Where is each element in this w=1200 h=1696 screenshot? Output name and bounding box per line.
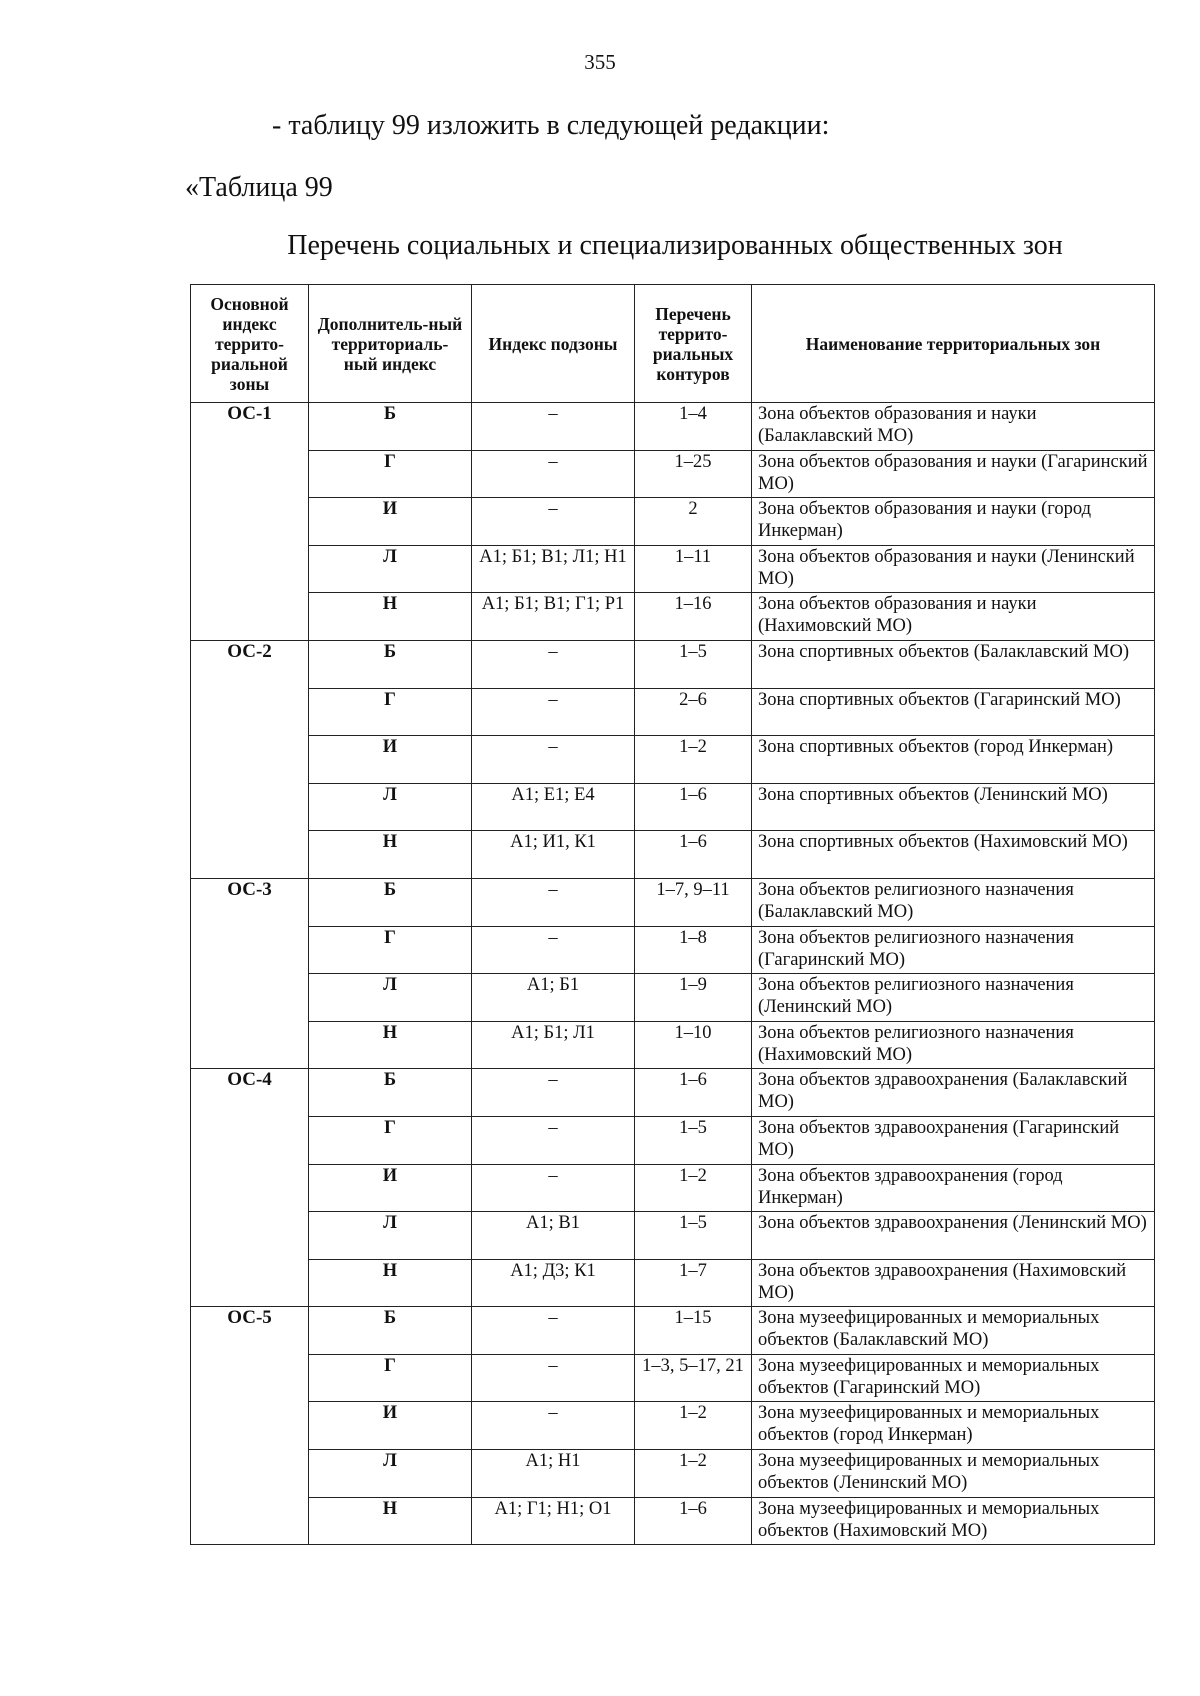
additional-index-cell: Н	[309, 1259, 472, 1307]
page-number: 355	[584, 50, 616, 74]
zone-name-cell: Зона объектов образования и науки (Балаклавский МО)	[752, 403, 1155, 451]
additional-index-cell: Н	[309, 831, 472, 879]
subzone-index-cell: –	[472, 450, 635, 498]
header-subzone-index: Индекс подзоны	[472, 285, 635, 403]
contours-list-cell: 1–6	[635, 1497, 752, 1545]
subzone-index-cell: –	[472, 688, 635, 736]
subzone-index-cell: –	[472, 1116, 635, 1164]
additional-index-cell: Л	[309, 974, 472, 1022]
zone-name-cell: Зона объектов образования и науки (Ленинский МО)	[752, 545, 1155, 593]
table-row	[191, 1212, 1155, 1260]
zones-table	[190, 284, 1155, 1545]
subzone-index-cell: –	[472, 926, 635, 974]
zone-name-cell: Зона объектов религиозного назначения (Гагаринский МО)	[752, 926, 1155, 974]
subzone-index-cell: А1; Б1	[472, 974, 635, 1022]
table-row	[191, 1450, 1155, 1498]
subzone-index-cell: А1; Г1; Н1; О1	[472, 1497, 635, 1545]
additional-index-cell: И	[309, 1164, 472, 1212]
table-row	[191, 545, 1155, 593]
main-zone-index: ОС-4	[191, 1069, 309, 1307]
main-zone-index: ОС-1	[191, 403, 309, 641]
header-main-index: Основной индекс террито-риальной зоны	[191, 285, 309, 403]
additional-index-cell: Н	[309, 1021, 472, 1069]
zone-name-cell: Зона объектов религиозного назначения (Ленинский МО)	[752, 974, 1155, 1022]
additional-index-cell: Г	[309, 450, 472, 498]
subzone-index-cell: А1; Б1; В1; Г1; Р1	[472, 593, 635, 641]
table-row	[191, 1307, 1155, 1355]
table-row	[191, 498, 1155, 546]
table-row	[191, 1354, 1155, 1402]
contours-list-cell: 1–11	[635, 545, 752, 593]
additional-index-cell: И	[309, 1402, 472, 1450]
subzone-index-cell: –	[472, 640, 635, 688]
zone-name-cell: Зона музеефицированных и мемориальных объектов (Балаклавский МО)	[752, 1307, 1155, 1355]
zone-name-cell: Зона объектов образования и науки (город Инкерман)	[752, 498, 1155, 546]
subzone-index-cell: А1; Е1; Е4	[472, 783, 635, 831]
table-row	[191, 1259, 1155, 1307]
table-caption: Перечень социальных и специализированных общественных зон	[287, 230, 1063, 261]
contours-list-cell: 1–16	[635, 593, 752, 641]
table-row	[191, 403, 1155, 451]
subzone-index-cell: –	[472, 1402, 635, 1450]
header-contours-list: Перечень террито-риальных контуров	[635, 285, 752, 403]
contours-list-cell: 1–8	[635, 926, 752, 974]
contours-list-cell: 1–5	[635, 1116, 752, 1164]
contours-list-cell: 1–25	[635, 450, 752, 498]
subzone-index-cell: –	[472, 1069, 635, 1117]
zone-name-cell: Зона спортивных объектов (Гагаринский МО)	[752, 688, 1155, 736]
contours-list-cell: 1–3, 5–17, 21	[635, 1354, 752, 1402]
main-zone-index: ОС-2	[191, 640, 309, 878]
additional-index-cell: Б	[309, 403, 472, 451]
contours-list-cell: 1–2	[635, 736, 752, 784]
additional-index-cell: Б	[309, 1307, 472, 1355]
contours-list-cell: 1–6	[635, 1069, 752, 1117]
zone-name-cell: Зона музеефицированных и мемориальных объектов (Гагаринский МО)	[752, 1354, 1155, 1402]
additional-index-cell: Г	[309, 688, 472, 736]
zone-name-cell: Зона объектов здравоохранения (Ленинский МО)	[752, 1212, 1155, 1260]
contours-list-cell: 2–6	[635, 688, 752, 736]
table-row	[191, 974, 1155, 1022]
contours-list-cell: 1–5	[635, 1212, 752, 1260]
additional-index-cell: Л	[309, 1212, 472, 1260]
subzone-index-cell: А1; Б1; В1; Л1; Н1	[472, 545, 635, 593]
additional-index-cell: Б	[309, 878, 472, 926]
zone-name-cell: Зона спортивных объектов (Ленинский МО)	[752, 783, 1155, 831]
contours-list-cell: 1–15	[635, 1307, 752, 1355]
table-row	[191, 1021, 1155, 1069]
additional-index-cell: Н	[309, 593, 472, 641]
table-row	[191, 1116, 1155, 1164]
additional-index-cell: И	[309, 736, 472, 784]
table-row	[191, 736, 1155, 784]
table-row	[191, 783, 1155, 831]
contours-list-cell: 1–2	[635, 1450, 752, 1498]
table-row	[191, 1497, 1155, 1545]
zone-name-cell: Зона объектов здравоохранения (Гагаринский МО)	[752, 1116, 1155, 1164]
zone-name-cell: Зона спортивных объектов (Нахимовский МО)	[752, 831, 1155, 879]
contours-list-cell: 1–7	[635, 1259, 752, 1307]
table-row	[191, 1164, 1155, 1212]
main-zone-index: ОС-5	[191, 1307, 309, 1545]
zone-name-cell: Зона музеефицированных и мемориальных объектов (Нахимовский МО)	[752, 1497, 1155, 1545]
subzone-index-cell: А1; В1	[472, 1212, 635, 1260]
zone-name-cell: Зона объектов здравоохранения (город Инкерман)	[752, 1164, 1155, 1212]
amendment-instruction: - таблицу 99 изложить в следующей редакции:	[272, 110, 830, 141]
zone-name-cell: Зона объектов образования и науки (Гагаринский МО)	[752, 450, 1155, 498]
table-row	[191, 926, 1155, 974]
additional-index-cell: Б	[309, 1069, 472, 1117]
additional-index-cell: И	[309, 498, 472, 546]
contours-list-cell: 1–9	[635, 974, 752, 1022]
contours-list-cell: 1–2	[635, 1164, 752, 1212]
table-row	[191, 1069, 1155, 1117]
table-row	[191, 688, 1155, 736]
table-row	[191, 450, 1155, 498]
table-label: «Таблица 99	[185, 172, 333, 203]
zone-name-cell: Зона музеефицированных и мемориальных объектов (город Инкерман)	[752, 1402, 1155, 1450]
main-zone-index: ОС-3	[191, 878, 309, 1068]
zone-name-cell: Зона объектов образования и науки (Нахимовский МО)	[752, 593, 1155, 641]
contours-list-cell: 1–4	[635, 403, 752, 451]
additional-index-cell: Н	[309, 1497, 472, 1545]
contours-list-cell: 1–5	[635, 640, 752, 688]
zone-name-cell: Зона объектов религиозного назначения (Балаклавский МО)	[752, 878, 1155, 926]
subzone-index-cell: А1; Д3; К1	[472, 1259, 635, 1307]
table-row	[191, 831, 1155, 879]
additional-index-cell: Г	[309, 1116, 472, 1164]
subzone-index-cell: –	[472, 1164, 635, 1212]
additional-index-cell: Г	[309, 1354, 472, 1402]
additional-index-cell: Л	[309, 1450, 472, 1498]
table-row	[191, 593, 1155, 641]
subzone-index-cell: –	[472, 498, 635, 546]
contours-list-cell: 1–10	[635, 1021, 752, 1069]
additional-index-cell: Л	[309, 545, 472, 593]
contours-list-cell: 2	[635, 498, 752, 546]
zone-name-cell: Зона спортивных объектов (город Инкерман)	[752, 736, 1155, 784]
header-zone-name: Наименование территориальных зон	[752, 285, 1155, 403]
contours-list-cell: 1–6	[635, 783, 752, 831]
table-row	[191, 878, 1155, 926]
subzone-index-cell: А1; И1, К1	[472, 831, 635, 879]
subzone-index-cell: –	[472, 403, 635, 451]
header-additional-index: Дополнитель-ный территориаль-ный индекс	[309, 285, 472, 403]
table-row	[191, 640, 1155, 688]
additional-index-cell: Б	[309, 640, 472, 688]
contours-list-cell: 1–7, 9–11	[635, 878, 752, 926]
zone-name-cell: Зона объектов религиозного назначения (Нахимовский МО)	[752, 1021, 1155, 1069]
zone-name-cell: Зона музеефицированных и мемориальных объектов (Ленинский МО)	[752, 1450, 1155, 1498]
header-row	[191, 285, 1155, 403]
zone-name-cell: Зона объектов здравоохранения (Нахимовский МО)	[752, 1259, 1155, 1307]
additional-index-cell: Л	[309, 783, 472, 831]
zone-name-cell: Зона спортивных объектов (Балаклавский МО)	[752, 640, 1155, 688]
subzone-index-cell: –	[472, 878, 635, 926]
subzone-index-cell: А1; Н1	[472, 1450, 635, 1498]
subzone-index-cell: –	[472, 1307, 635, 1355]
table-header	[191, 285, 1155, 403]
subzone-index-cell: –	[472, 736, 635, 784]
zone-name-cell: Зона объектов здравоохранения (Балаклавский МО)	[752, 1069, 1155, 1117]
table-body	[191, 403, 1155, 1545]
table-row	[191, 1402, 1155, 1450]
contours-list-cell: 1–6	[635, 831, 752, 879]
subzone-index-cell: А1; Б1; Л1	[472, 1021, 635, 1069]
contours-list-cell: 1–2	[635, 1402, 752, 1450]
subzone-index-cell: –	[472, 1354, 635, 1402]
additional-index-cell: Г	[309, 926, 472, 974]
